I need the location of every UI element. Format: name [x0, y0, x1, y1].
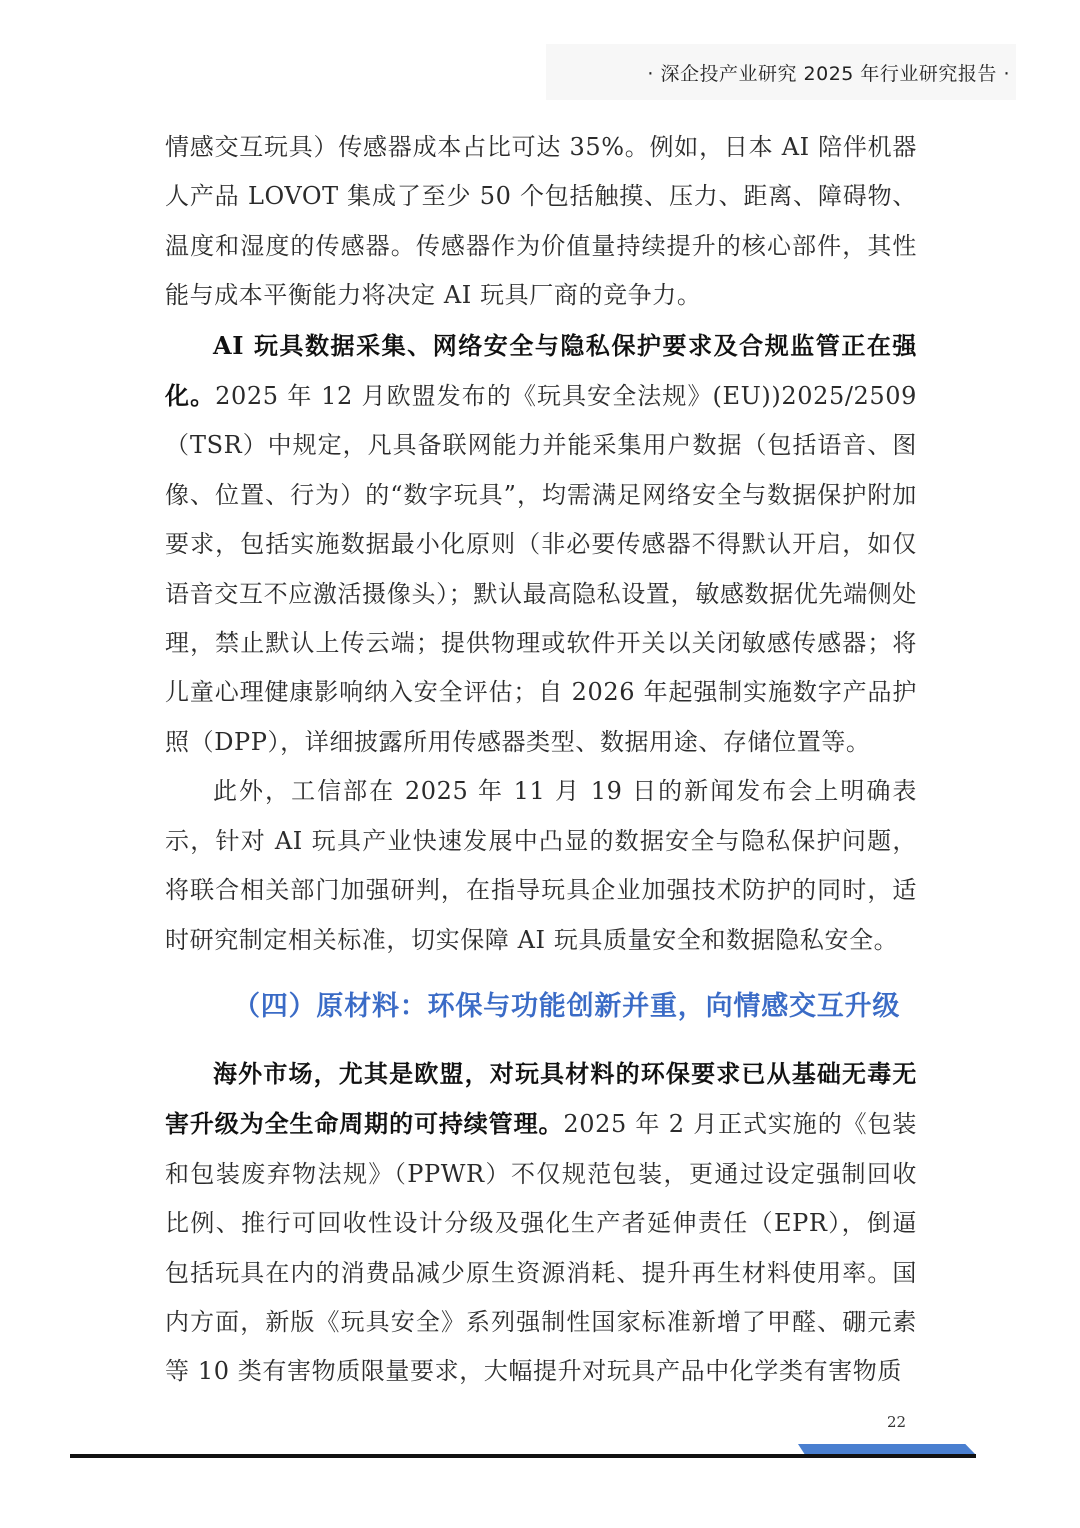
section-paragraph-text: 2025 年 2 月正式实施的《包装和包装废弃物法规》（PPWR）不仅规范包装，更通过设定强制回收比例、推行可回收性设计分级及强化生产者延伸责任（EPR），倒逼包括玩具在内的消费品减少原生资源消耗、提升再生材料使用率。国内方面，新版《玩具安全》系列强制性国家标准新增了甲醛、硼元素等 10 类有害物质限量要求，大幅提升对玩具产品中化学类有害物质 [165, 1110, 917, 1386]
paragraph-2-text: 2025 年 12 月欧盟发布的《玩具安全法规》(EU))2025/2509（TSR）中规定，凡具备联网能力并能采集用户数据（包括语音、图像、位置、行为）的“数字玩具”，均需满足网络安全与数据保护附加要求，包括实施数据最小化原则（非必要传感器不得默认开启，如仅语音交互不应激活摄像头）；默认最高隐私设置，敏感数据优先端侧处理，禁止默认上传云端；提供物理或软件开关以关闭敏感传感器；将儿童心理健康影响纳入安全评估；自 2026 年起强制实施数字产品护照（DPP），详细披露所用传感器类型、数据用途、存储位置等。 [165, 382, 917, 756]
page-header [546, 44, 1016, 100]
header-title: · 深企投产业研究 2025 年行业研究报告 · [647, 62, 1010, 85]
section-paragraph [165, 1049, 917, 1397]
paragraph-2-lead: AI 玩具数据采集、网络安全与隐私保护要求及合规监管正在强化。 [165, 330, 917, 411]
paragraph-3 [165, 767, 917, 965]
page-number: 22 [887, 1413, 907, 1431]
paragraph-3-text: 此外，工信部在 2025 年 11 月 19 日的新闻发布会上明确表示，针对 AI 玩具产业快速发展中凸显的数据安全与隐私保护问题，将联合相关部门加强研判，在指导玩具企业加强技术防护的同时，适时研究制定相关标准，切实保障 AI 玩具质量安全和数据隐私安全。 [165, 777, 917, 954]
footer-rule [70, 1454, 976, 1458]
section-paragraph-lead: 海外市场，尤其是欧盟，对玩具材料的环保要求已从基础无毒无害升级为全生命周期的可持续管理。 [165, 1058, 917, 1139]
paragraph-1 [165, 123, 917, 321]
section-heading: （四）原材料：环保与功能创新并重，向情感交互升级 [233, 990, 901, 1022]
document-body [165, 123, 917, 1397]
paragraph-2 [165, 321, 917, 768]
paragraph-1-text: 情感交互玩具）传感器成本占比可达 35%。例如，日本 AI 陪伴机器人产品 LOVOT 集成了至少 50 个包括触摸、压力、距离、障碍物、温度和湿度的传感器。传感器作为价值量持续提升的核心部件，其性能与成本平衡能力将决定 AI 玩具厂商的竞争力。 [165, 133, 917, 310]
